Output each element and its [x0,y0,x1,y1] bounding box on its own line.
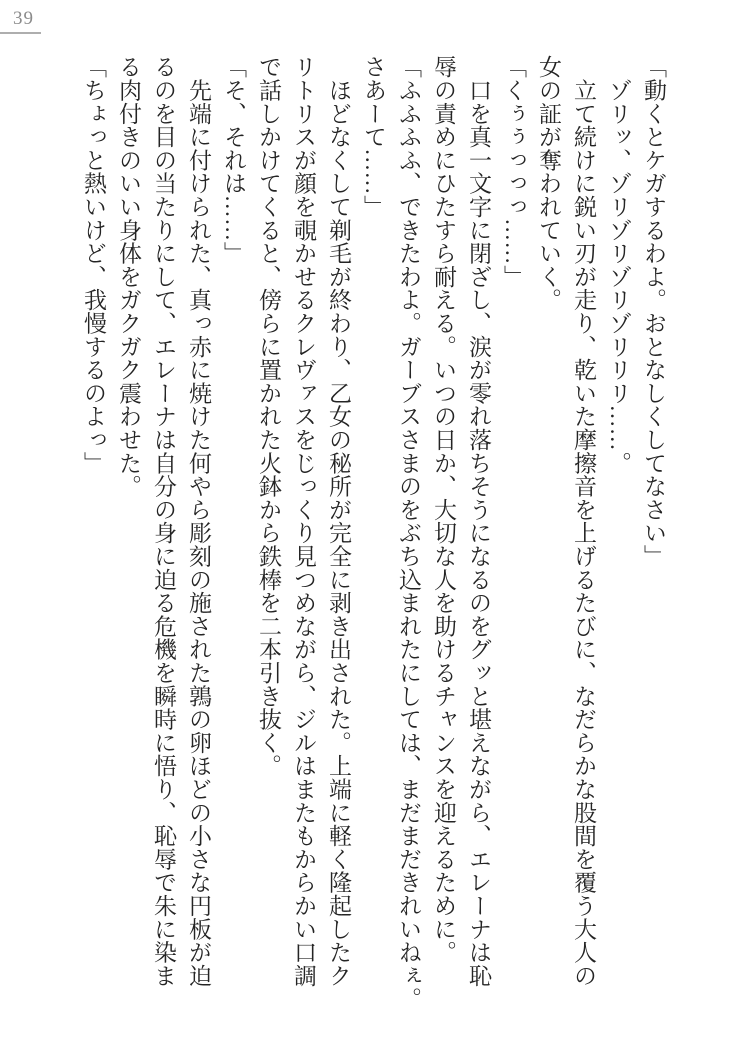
text-column: さあーて……」 [361,55,386,219]
text-column: で話しかけてくると、傍らに置かれた火鉢から鉄棒を二本引き抜く。 [256,55,281,778]
text-column: る肉付きのいい身体をガクガク震わせた。 [116,55,141,498]
text-column: 「そ、それは……」 [221,55,246,265]
novel-text-block [76,55,671,1011]
text-column: 「ふふふふ、できたわよ。ガーブスさまのをぶち込まれたにしては、まだまだきれいねぇ。 [396,55,421,1011]
text-column: 先端に付けられた、真っ赤に焼けた何やら彫刻の施された鶉の卵ほどの小さな円板が迫 [186,55,211,987]
text-column: 辱の責めにひたすら耐える。いつの日か、大切な人を助けるチャンスを迎えるために。 [431,55,456,964]
text-column: るのを目の当たりにして、エレーナは自分の身に迫る危機を瞬時に悟り、恥辱で朱に染ま [151,55,176,987]
text-column: 女の証が奪われていく。 [536,55,561,312]
text-column: 「ちょっと熱いけど、我慢するのよっ」 [81,55,106,475]
page-number: 39 [13,8,34,29]
text-column: 「動くとケガするわよ。おとなしくしてなさい」 [641,55,666,568]
text-column: 口を真一文字に閉ざし、涙が零れ落ちそうになるのをグッと堪えながら、エレーナは恥 [466,55,491,987]
text-column: 立て続けに鋭い刃が走り、乾いた摩擦音を上げるたびに、なだらかな股間を覆う大人の [571,55,596,987]
text-column: ゾリッ、ゾリゾリゾリゾリリリ……。 [606,55,631,475]
text-column: リトリスが顔を覗かせるクレヴァスをじっくり見つめながら、ジルはまたもからかい口調 [291,55,316,987]
page-number-rule [0,32,41,34]
text-column: ほどなくして剃毛が終わり、乙女の秘所が完全に剥き出された。上端に軽く隆起したク [326,55,351,987]
text-column: 「くぅぅっっっ……」 [501,55,526,288]
